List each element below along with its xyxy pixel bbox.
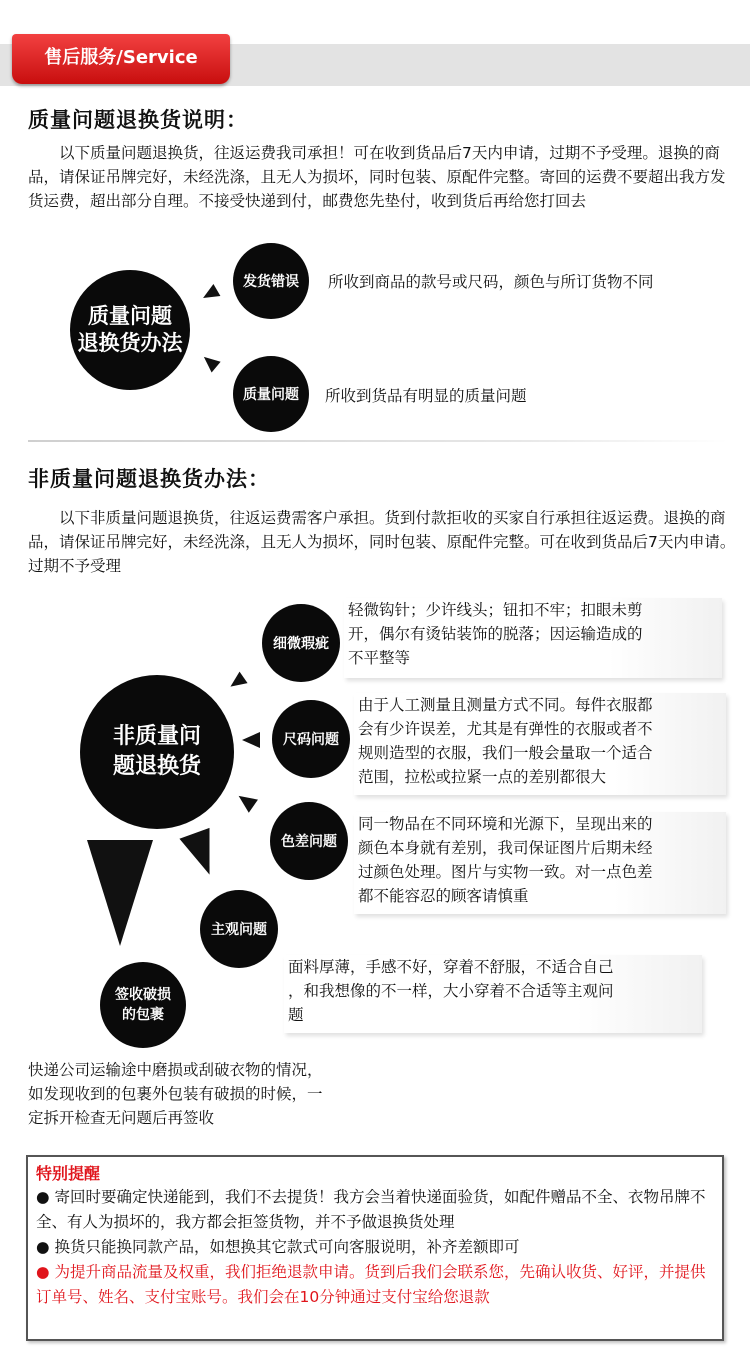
arrow-icon xyxy=(226,672,247,693)
special-notice-box xyxy=(26,1155,724,1341)
arrow-icon xyxy=(87,840,153,946)
nonquality-title: 非质量问题退换货办法： xyxy=(28,467,270,491)
color-diff-circle xyxy=(270,802,348,880)
minor-flaw-circle xyxy=(262,604,340,682)
notice-item: ● 换货只能换同款产品，如想换其它款式可向客服说明，补齐差额即可 xyxy=(36,1238,520,1256)
subjective-line: 面料厚薄，手感不好，穿着不舒服，不适合自己 xyxy=(288,958,614,976)
arrow-icon xyxy=(179,828,224,880)
notice-item-highlight: ● 为提升商品流量及权重，我们拒绝退款申请。货到后我们会联系您，先确认收货、好评，并提供订单号、姓名、支付宝账号。我们会在10分钟通过支付宝给您退款 xyxy=(36,1263,706,1306)
size-issue-line: 由于人工测量且测量方式不同。每件衣服都 xyxy=(358,696,653,714)
minor-flaw-line: 轻微钩针；少许线头；钮扣不牢；扣眼未剪 xyxy=(348,601,643,619)
quality-paragraph-text: 以下质量问题退换货，往返运费我司承担！可在收到货品后7天内申请，过期不予受理。退换的商品，请保证吊牌完好，未经洗涤，且无人为损坏，同时包装、原配件完整。寄回的运费不要超出我方发货运费，超出部分自理。不接受快递到付，邮费您先垫付，收到货后再给您打回去 xyxy=(28,144,726,210)
service-tab xyxy=(12,34,230,84)
nonquality-center-circle xyxy=(80,675,234,829)
quality-center-line2: 退换货办法 xyxy=(77,331,183,355)
shipping-error-label: 发货错误 xyxy=(243,274,299,290)
color-diff-text xyxy=(354,812,726,914)
subjective-line: ，和我想像的不一样，大小穿着不合适等主观问 xyxy=(288,982,614,1000)
quality-title: 质量问题退换货说明： xyxy=(28,108,248,132)
special-notice-body xyxy=(36,1185,716,1310)
section-divider xyxy=(28,440,728,442)
damaged-package-line1: 签收破损 xyxy=(115,987,171,1003)
color-diff-label: 色差问题 xyxy=(281,834,337,850)
quality-issue-label: 质量问题 xyxy=(243,387,299,403)
arrow-icon xyxy=(234,789,258,812)
subjective-label: 主观问题 xyxy=(211,922,267,938)
size-issue-line: 规则造型的衣服，我们一般会量取一个适合 xyxy=(358,744,653,762)
quality-issue-circle xyxy=(233,356,309,432)
damaged-package-text-line: 定拆开检查无问题后再签收 xyxy=(28,1109,215,1127)
minor-flaw-label: 细微瑕疵 xyxy=(273,636,329,652)
minor-flaw-line: 不平整等 xyxy=(348,649,411,667)
quality-center-circle xyxy=(70,270,190,390)
size-issue-text xyxy=(354,693,726,795)
special-notice-title: 特别提醒 xyxy=(36,1164,101,1183)
color-diff-line: 都不能容忍的顾客请慎重 xyxy=(358,887,529,905)
quality-paragraph xyxy=(28,141,736,213)
minor-flaw-line: 开，偶尔有烫钻装饰的脱落；因运输造成的 xyxy=(348,625,643,643)
size-issue-line: 范围，拉松或拉紧一点的差别都很大 xyxy=(358,768,607,786)
quality-issue-text: 所收到货品有明显的质量问题 xyxy=(325,387,527,405)
nonquality-paragraph xyxy=(28,506,736,578)
arrow-icon xyxy=(242,732,260,748)
service-tab-label: 售后服务/Service xyxy=(44,47,198,68)
damaged-package-text xyxy=(28,1058,323,1130)
subjective-circle xyxy=(200,890,278,968)
nonquality-center-line2: 题退换货 xyxy=(112,754,201,779)
color-diff-line: 同一物品在不同环境和光源下，呈现出来的 xyxy=(358,815,653,833)
damaged-package-line2: 的包裹 xyxy=(122,1007,164,1023)
quality-center-line1: 质量问题 xyxy=(88,304,172,328)
nonquality-center-line1: 非质量问 xyxy=(112,724,201,749)
damaged-package-text-line: 快递公司运输途中磨损或刮破衣物的情况， xyxy=(28,1061,323,1079)
arrow-icon xyxy=(199,351,220,372)
damaged-package-text-line: 如发现收到的包裹外包装有破损的时候，一 xyxy=(28,1085,323,1103)
size-issue-line: 会有少许误差，尤其是有弹性的衣服或者不 xyxy=(358,720,653,738)
size-issue-label: 尺码问题 xyxy=(283,732,339,748)
damaged-package-circle xyxy=(100,962,186,1048)
arrow-icon xyxy=(200,284,221,304)
size-issue-circle xyxy=(272,700,350,778)
color-diff-line: 颜色本身就有差别，我司保证图片后期未经 xyxy=(358,839,653,857)
shipping-error-circle xyxy=(233,243,309,319)
subjective-text xyxy=(284,955,702,1033)
nonquality-paragraph-text: 以下非质量问题退换货，往返运费需客户承担。货到付款拒收的买家自行承担往返运费。退换的商品，请保证吊牌完好，未经洗涤，且无人为损坏，同时包装、原配件完整。可在收到货品后7天内申请。过期不予受理 xyxy=(28,509,736,575)
color-diff-line: 过颜色处理。图片与实物一致。对一点色差 xyxy=(358,863,653,881)
subjective-line: 题 xyxy=(288,1006,304,1024)
minor-flaw-text xyxy=(344,598,722,678)
notice-item: ● 寄回时要确定快递能到，我们不去提货！我方会当着快递面验货，如配件赠品不全、衣物吊牌不全、有人为损坏的，我方都会拒签货物，并不予做退换货处理 xyxy=(36,1188,706,1231)
shipping-error-text: 所收到商品的款号或尺码，颜色与所订货物不同 xyxy=(328,273,654,291)
